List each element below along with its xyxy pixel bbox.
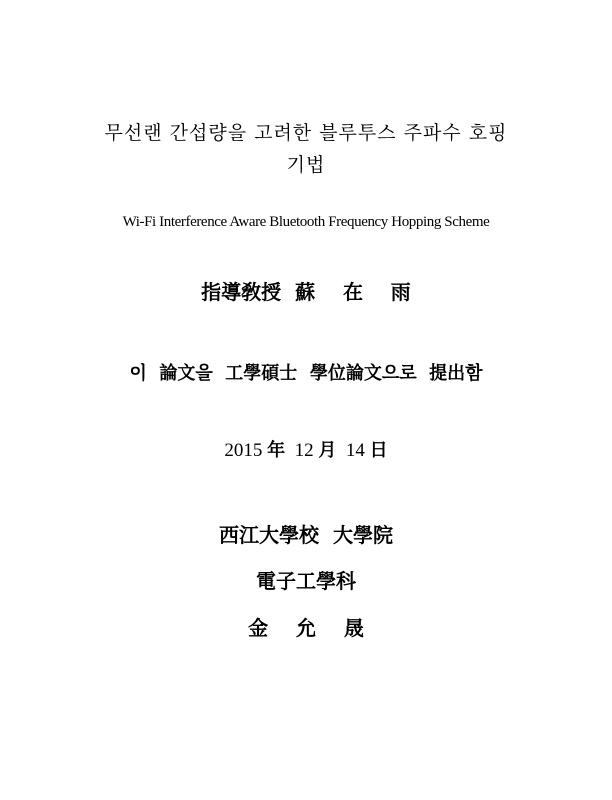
advisor-line: 指導敎授 蘇 在 雨 [201, 280, 411, 304]
date-month: 12 [294, 440, 314, 461]
date-year: 2015 [224, 440, 263, 461]
thesis-title-english: Wi-Fi Interference Aware Bluetooth Frequency Hopping Scheme [122, 214, 490, 230]
department-name: 電子工學科 [256, 569, 356, 593]
author-name: 金 允 晟 [248, 616, 364, 640]
date-year-unit: 年 [267, 440, 286, 461]
thesis-title-korean-line2: 기법 [286, 154, 326, 176]
university-name: 西江大學校 大學院 [219, 523, 393, 547]
thesis-title-korean-line1: 무선랜 간섭량을 고려한 블루투스 주파수 호핑 [104, 122, 508, 144]
submission-date [0, 436, 612, 462]
date-day: 14 [345, 440, 365, 461]
submission-statement: 이 論文을 工學碩士 學位論文으로 提出함 [129, 363, 483, 384]
date-day-unit: 日 [369, 440, 388, 461]
date-month-unit: 月 [318, 440, 337, 461]
